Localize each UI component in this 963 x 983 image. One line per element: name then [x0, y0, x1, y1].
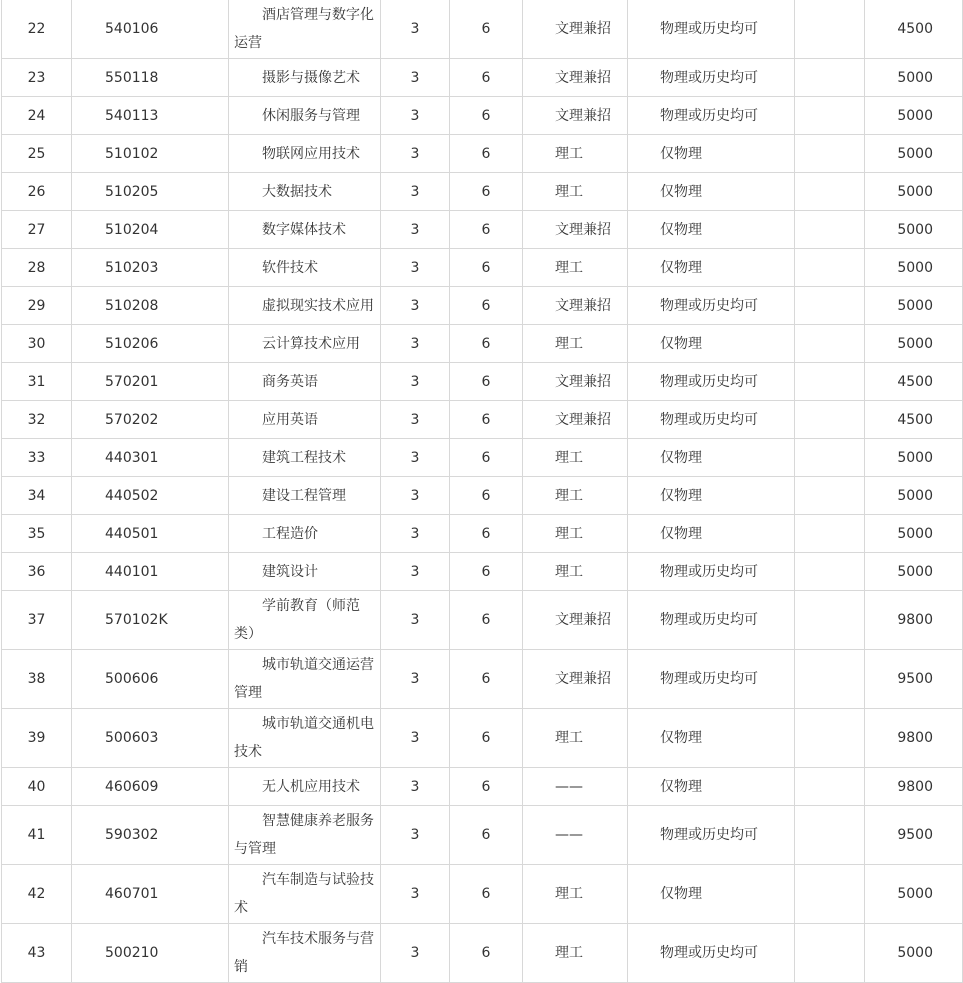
- cell-years: 3: [381, 97, 450, 135]
- table-row: [2, 650, 963, 709]
- cell-plan-count: 6: [450, 439, 523, 477]
- cell-plan-count: 6: [450, 650, 523, 709]
- cell-category: 文理兼招: [523, 363, 628, 401]
- cell-major-name: 城市轨道交通机电技术: [229, 709, 381, 768]
- cell-major-code: 440101: [72, 553, 229, 591]
- major-enrollment-table: [1, 0, 963, 983]
- cell-plan-count: 6: [450, 924, 523, 983]
- cell-years: 3: [381, 515, 450, 553]
- cell-remark: [795, 709, 865, 768]
- cell-remark: [795, 0, 865, 59]
- cell-subject-requirement: 物理或历史均可: [628, 59, 795, 97]
- cell-plan-count: 6: [450, 173, 523, 211]
- cell-tuition: 9800: [865, 591, 963, 650]
- cell-remark: [795, 768, 865, 806]
- cell-major-name: 商务英语: [229, 363, 381, 401]
- cell-index: 42: [2, 865, 72, 924]
- cell-major-name: 休闲服务与管理: [229, 97, 381, 135]
- cell-tuition: 5000: [865, 477, 963, 515]
- cell-index: 29: [2, 287, 72, 325]
- cell-major-name: 建设工程管理: [229, 477, 381, 515]
- cell-major-code: 550118: [72, 59, 229, 97]
- cell-major-name: 建筑工程技术: [229, 439, 381, 477]
- cell-major-name: 摄影与摄像艺术: [229, 59, 381, 97]
- cell-major-code: 540106: [72, 0, 229, 59]
- table-row: [2, 59, 963, 97]
- cell-category: 理工: [523, 709, 628, 768]
- cell-major-code: 440501: [72, 515, 229, 553]
- cell-plan-count: 6: [450, 806, 523, 865]
- cell-tuition: 5000: [865, 211, 963, 249]
- cell-category: 理工: [523, 477, 628, 515]
- cell-major-name: 数字媒体技术: [229, 211, 381, 249]
- table-row: [2, 363, 963, 401]
- cell-index: 38: [2, 650, 72, 709]
- cell-tuition: 4500: [865, 0, 963, 59]
- cell-years: 3: [381, 363, 450, 401]
- cell-major-code: 460701: [72, 865, 229, 924]
- cell-years: 3: [381, 287, 450, 325]
- cell-category: 理工: [523, 865, 628, 924]
- cell-tuition: 9800: [865, 768, 963, 806]
- cell-major-name: 应用英语: [229, 401, 381, 439]
- cell-index: 43: [2, 924, 72, 983]
- cell-years: 3: [381, 477, 450, 515]
- cell-tuition: 5000: [865, 924, 963, 983]
- cell-tuition: 9500: [865, 650, 963, 709]
- cell-major-name: 汽车制造与试验技术: [229, 865, 381, 924]
- cell-tuition: 5000: [865, 173, 963, 211]
- cell-subject-requirement: 仅物理: [628, 249, 795, 287]
- cell-tuition: 5000: [865, 97, 963, 135]
- cell-remark: [795, 249, 865, 287]
- cell-subject-requirement: 仅物理: [628, 211, 795, 249]
- cell-index: 28: [2, 249, 72, 287]
- cell-years: 3: [381, 173, 450, 211]
- cell-subject-requirement: 仅物理: [628, 515, 795, 553]
- cell-tuition: 5000: [865, 439, 963, 477]
- cell-major-name: 云计算技术应用: [229, 325, 381, 363]
- cell-years: 3: [381, 709, 450, 768]
- cell-plan-count: 6: [450, 0, 523, 59]
- cell-major-name: 酒店管理与数字化运营: [229, 0, 381, 59]
- cell-plan-count: 6: [450, 709, 523, 768]
- cell-years: 3: [381, 591, 450, 650]
- cell-years: 3: [381, 806, 450, 865]
- cell-index: 22: [2, 0, 72, 59]
- table-row: [2, 865, 963, 924]
- table-row: [2, 401, 963, 439]
- cell-remark: [795, 401, 865, 439]
- table-row: [2, 135, 963, 173]
- cell-major-name: 无人机应用技术: [229, 768, 381, 806]
- cell-years: 3: [381, 325, 450, 363]
- cell-remark: [795, 553, 865, 591]
- cell-category: 理工: [523, 325, 628, 363]
- cell-major-code: 440301: [72, 439, 229, 477]
- cell-index: 32: [2, 401, 72, 439]
- cell-tuition: 9500: [865, 806, 963, 865]
- cell-major-code: 440502: [72, 477, 229, 515]
- cell-index: 33: [2, 439, 72, 477]
- cell-remark: [795, 135, 865, 173]
- cell-tuition: 5000: [865, 135, 963, 173]
- cell-remark: [795, 211, 865, 249]
- cell-tuition: 5000: [865, 287, 963, 325]
- cell-subject-requirement: 物理或历史均可: [628, 650, 795, 709]
- cell-category: 文理兼招: [523, 97, 628, 135]
- cell-years: 3: [381, 59, 450, 97]
- cell-years: 3: [381, 768, 450, 806]
- cell-years: 3: [381, 650, 450, 709]
- cell-index: 26: [2, 173, 72, 211]
- cell-remark: [795, 650, 865, 709]
- cell-index: 41: [2, 806, 72, 865]
- table-row: [2, 768, 963, 806]
- cell-major-name: 软件技术: [229, 249, 381, 287]
- cell-years: 3: [381, 401, 450, 439]
- cell-years: 3: [381, 249, 450, 287]
- table-body: [2, 0, 963, 983]
- cell-index: 35: [2, 515, 72, 553]
- cell-subject-requirement: 物理或历史均可: [628, 97, 795, 135]
- cell-remark: [795, 59, 865, 97]
- cell-subject-requirement: 仅物理: [628, 709, 795, 768]
- cell-category: 理工: [523, 249, 628, 287]
- cell-category: 文理兼招: [523, 0, 628, 59]
- table-row: [2, 173, 963, 211]
- cell-subject-requirement: 物理或历史均可: [628, 924, 795, 983]
- table-row: [2, 249, 963, 287]
- cell-major-code: 500210: [72, 924, 229, 983]
- cell-plan-count: 6: [450, 135, 523, 173]
- cell-years: 3: [381, 865, 450, 924]
- cell-tuition: 5000: [865, 59, 963, 97]
- table-row: [2, 439, 963, 477]
- cell-major-code: 510203: [72, 249, 229, 287]
- cell-index: 31: [2, 363, 72, 401]
- cell-remark: [795, 97, 865, 135]
- cell-tuition: 4500: [865, 401, 963, 439]
- cell-plan-count: 6: [450, 865, 523, 924]
- table-row: [2, 515, 963, 553]
- cell-subject-requirement: 物理或历史均可: [628, 0, 795, 59]
- cell-major-code: 460609: [72, 768, 229, 806]
- cell-years: 3: [381, 439, 450, 477]
- cell-subject-requirement: 仅物理: [628, 865, 795, 924]
- cell-remark: [795, 477, 865, 515]
- cell-category: 文理兼招: [523, 650, 628, 709]
- cell-tuition: 5000: [865, 553, 963, 591]
- cell-subject-requirement: 仅物理: [628, 439, 795, 477]
- cell-category: 理工: [523, 515, 628, 553]
- cell-subject-requirement: 仅物理: [628, 173, 795, 211]
- cell-remark: [795, 806, 865, 865]
- cell-index: 30: [2, 325, 72, 363]
- cell-plan-count: 6: [450, 97, 523, 135]
- cell-major-name: 汽车技术服务与营销: [229, 924, 381, 983]
- cell-plan-count: 6: [450, 515, 523, 553]
- cell-major-name: 智慧健康养老服务与管理: [229, 806, 381, 865]
- table-row: [2, 553, 963, 591]
- cell-major-code: 590302: [72, 806, 229, 865]
- cell-category: 文理兼招: [523, 59, 628, 97]
- cell-subject-requirement: 仅物理: [628, 768, 795, 806]
- table-row: [2, 211, 963, 249]
- cell-major-name: 学前教育（师范类）: [229, 591, 381, 650]
- cell-plan-count: 6: [450, 591, 523, 650]
- cell-remark: [795, 325, 865, 363]
- cell-years: 3: [381, 553, 450, 591]
- cell-subject-requirement: 仅物理: [628, 135, 795, 173]
- table-row: [2, 806, 963, 865]
- cell-plan-count: 6: [450, 325, 523, 363]
- table-row: [2, 924, 963, 983]
- cell-remark: [795, 287, 865, 325]
- cell-major-code: 500603: [72, 709, 229, 768]
- cell-subject-requirement: 物理或历史均可: [628, 401, 795, 439]
- cell-subject-requirement: 物理或历史均可: [628, 591, 795, 650]
- table-row: [2, 477, 963, 515]
- table-row: [2, 287, 963, 325]
- cell-category: 文理兼招: [523, 401, 628, 439]
- cell-subject-requirement: 仅物理: [628, 325, 795, 363]
- cell-major-name: 建筑设计: [229, 553, 381, 591]
- cell-subject-requirement: 物理或历史均可: [628, 553, 795, 591]
- cell-index: 27: [2, 211, 72, 249]
- cell-index: 39: [2, 709, 72, 768]
- cell-major-code: 510206: [72, 325, 229, 363]
- table-row: [2, 591, 963, 650]
- cell-tuition: 9800: [865, 709, 963, 768]
- cell-remark: [795, 924, 865, 983]
- table-row: [2, 709, 963, 768]
- cell-index: 40: [2, 768, 72, 806]
- cell-category: 文理兼招: [523, 591, 628, 650]
- cell-major-code: 510205: [72, 173, 229, 211]
- cell-subject-requirement: 物理或历史均可: [628, 287, 795, 325]
- cell-years: 3: [381, 211, 450, 249]
- cell-remark: [795, 865, 865, 924]
- cell-tuition: 4500: [865, 363, 963, 401]
- cell-major-code: 500606: [72, 650, 229, 709]
- cell-subject-requirement: 物理或历史均可: [628, 806, 795, 865]
- cell-index: 37: [2, 591, 72, 650]
- cell-plan-count: 6: [450, 768, 523, 806]
- cell-major-code: 510204: [72, 211, 229, 249]
- cell-major-code: 510208: [72, 287, 229, 325]
- cell-plan-count: 6: [450, 553, 523, 591]
- cell-tuition: 5000: [865, 515, 963, 553]
- cell-major-name: 虚拟现实技术应用: [229, 287, 381, 325]
- table-row: [2, 0, 963, 59]
- cell-years: 3: [381, 924, 450, 983]
- cell-tuition: 5000: [865, 325, 963, 363]
- cell-category: 文理兼招: [523, 287, 628, 325]
- cell-years: 3: [381, 135, 450, 173]
- cell-major-code: 510102: [72, 135, 229, 173]
- cell-tuition: 5000: [865, 865, 963, 924]
- cell-major-name: 物联网应用技术: [229, 135, 381, 173]
- cell-plan-count: 6: [450, 211, 523, 249]
- cell-category: ——: [523, 768, 628, 806]
- table-row: [2, 325, 963, 363]
- cell-major-code: 570201: [72, 363, 229, 401]
- cell-plan-count: 6: [450, 249, 523, 287]
- cell-plan-count: 6: [450, 59, 523, 97]
- cell-tuition: 5000: [865, 249, 963, 287]
- cell-category: ——: [523, 806, 628, 865]
- cell-remark: [795, 173, 865, 211]
- cell-major-code: 570202: [72, 401, 229, 439]
- cell-years: 3: [381, 0, 450, 59]
- cell-plan-count: 6: [450, 363, 523, 401]
- cell-plan-count: 6: [450, 401, 523, 439]
- cell-category: 理工: [523, 553, 628, 591]
- cell-subject-requirement: 仅物理: [628, 477, 795, 515]
- cell-major-name: 城市轨道交通运营管理: [229, 650, 381, 709]
- cell-major-name: 工程造价: [229, 515, 381, 553]
- cell-major-code: 540113: [72, 97, 229, 135]
- cell-index: 34: [2, 477, 72, 515]
- cell-index: 24: [2, 97, 72, 135]
- cell-remark: [795, 515, 865, 553]
- cell-plan-count: 6: [450, 477, 523, 515]
- cell-remark: [795, 363, 865, 401]
- cell-category: 理工: [523, 135, 628, 173]
- cell-category: 理工: [523, 439, 628, 477]
- cell-index: 36: [2, 553, 72, 591]
- cell-category: 理工: [523, 924, 628, 983]
- cell-category: 文理兼招: [523, 211, 628, 249]
- cell-remark: [795, 439, 865, 477]
- cell-major-code: 570102K: [72, 591, 229, 650]
- cell-category: 理工: [523, 173, 628, 211]
- cell-major-name: 大数据技术: [229, 173, 381, 211]
- cell-remark: [795, 591, 865, 650]
- cell-plan-count: 6: [450, 287, 523, 325]
- cell-subject-requirement: 物理或历史均可: [628, 363, 795, 401]
- cell-index: 23: [2, 59, 72, 97]
- table-row: [2, 97, 963, 135]
- cell-index: 25: [2, 135, 72, 173]
